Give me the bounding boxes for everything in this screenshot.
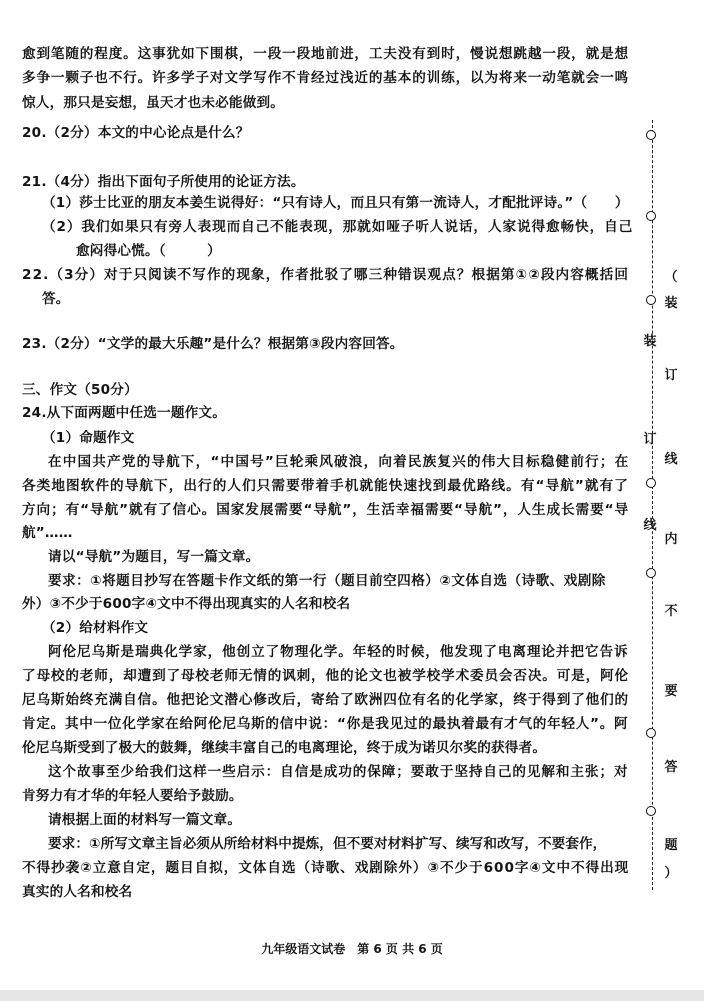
page-footer: 九年级语文试卷 第 6 页 共 6 页 bbox=[261, 942, 443, 956]
binding-hole bbox=[646, 728, 656, 738]
text-line: 不得抄袭②立意自定，题目自拟，文体自选（诗歌、戏剧除外）③不少于600字④文中不得出现 bbox=[22, 860, 630, 876]
text-line: 了母校的老师，却遭到了母校老师无情的讽刺，他的论文也被学校学术委员会否决。可是，阿伦 bbox=[22, 668, 629, 684]
binding-char: 题 bbox=[664, 838, 678, 853]
binding-hole bbox=[646, 295, 656, 305]
text-line: 24.从下面两题中任选一题作文。 bbox=[22, 405, 226, 421]
text-line: 各类地图软件的导航下，出行的人们只需要带着手机就能快速找到最优路线。有“导航”就有了 bbox=[22, 478, 629, 494]
text-line: 答。 bbox=[42, 291, 70, 307]
text-line: 请根据上面的材料写一篇文章。 bbox=[48, 812, 242, 828]
text-line: （2）我们如果只有旁人表现而自己不能表现，那就如哑子听人说话，人家说得愈畅快，自己 bbox=[42, 219, 634, 235]
binding-hole bbox=[646, 806, 656, 816]
binding-char: 订 bbox=[664, 368, 678, 383]
text-line: 要求：①将题目抄写在答题卡作文纸的第一行（题目前空四格）②文体自选（诗歌、戏剧除 bbox=[48, 573, 606, 589]
binding-char: 装 bbox=[664, 296, 678, 311]
text-line: 真实的人名和校名 bbox=[22, 884, 133, 900]
text-line: 尼乌斯始终充满自信。他把论文潜心修改后，寄给了欧洲四位有名的化学家，终于得到了他们的 bbox=[22, 692, 629, 708]
text-line: 伦尼乌斯受到了极大的鼓舞，继续丰富自己的电离理论，终于成为诺贝尔奖的获得者。 bbox=[22, 740, 547, 756]
binding-hole bbox=[646, 130, 656, 140]
binding-char: 不 bbox=[664, 604, 678, 619]
scan-edge bbox=[0, 990, 704, 1001]
text-line: （1）莎士比亚的朋友本姜生说得好：“只有诗人，而且只有第一流诗人，才配批评诗。”（ ） bbox=[42, 195, 629, 211]
binding-char: 答 bbox=[664, 760, 678, 775]
binding-hole bbox=[646, 478, 656, 488]
text-line: 阿伦尼乌斯是瑞典化学家，他创立了物理化学。年轻的时候，他发现了电离理论并把它告诉 bbox=[48, 644, 629, 660]
binding-char: 内 bbox=[664, 532, 678, 547]
binding-char: （ bbox=[664, 270, 678, 285]
text-line: 23.（2分）“文学的最大乐趣”是什么？根据第③段内容回答。 bbox=[22, 336, 404, 352]
binding-char: 装 bbox=[643, 334, 657, 349]
binding-char: 订 bbox=[643, 432, 657, 447]
text-line: 航”…… bbox=[22, 525, 73, 541]
text-line: 愈闷得心慌。（ ） bbox=[76, 243, 221, 259]
text-line: 惊人，那只是妄想，虽天才也未必能做到。 bbox=[22, 95, 285, 111]
binding-hole bbox=[646, 211, 656, 221]
text-line: 在中国共产党的导航下，“中国号”巨轮乘风破浪，向着民族复兴的伟大目标稳健前行；在 bbox=[48, 454, 630, 470]
text-line: 愈到笔随的程度。这事犹如下围棋，一段一段地前进，工夫没有到时，慢说想跳越一段，就是想 bbox=[22, 46, 629, 62]
text-line: 请以“导航”为题目，写一篇文章。 bbox=[48, 549, 260, 565]
text-line: 外）③不少于600字④文中不得出现真实的人名和校名 bbox=[22, 596, 351, 612]
binding-char: 线 bbox=[664, 452, 678, 467]
text-line: 肯定。其中一位化学家在给阿伦尼乌斯的信中说：“你是我见过的最执着最有才气的年轻人”。阿 bbox=[22, 716, 629, 732]
text-line: （1）命题作文 bbox=[42, 430, 135, 446]
text-line: 这个故事至少给我们这样一些启示：自信是成功的保障；要敢于坚持自己的见解和主张；对 bbox=[48, 764, 629, 780]
binding-char: 线 bbox=[643, 518, 657, 533]
text-line: 方向；有“导航”就有了信心。国家发展需要“导航”，生活幸福需要“导航”，人生成长需要“导 bbox=[22, 502, 630, 518]
binding-line bbox=[652, 120, 653, 890]
text-line: 肯努力有才华的年轻人要给予鼓励。 bbox=[22, 788, 243, 804]
text-line: 三、作文（50分） bbox=[22, 382, 138, 398]
binding-char: ） bbox=[664, 866, 678, 881]
text-line: 20.（2分）本文的中心论点是什么？ bbox=[22, 125, 250, 141]
text-line: 21.（4分）指出下面句子所使用的论证方法。 bbox=[22, 174, 305, 190]
text-line: 22.（3分）对于只阅读不写作的现象，作者批驳了哪三种错误观点？根据第①②段内容概括回 bbox=[22, 267, 630, 283]
text-line: 多争一颗子也不行。许多学子对文学写作不肯经过浅近的基本的训练，以为将来一动笔就会一鸣 bbox=[22, 70, 629, 86]
binding-char: 要 bbox=[664, 684, 678, 699]
binding-hole bbox=[646, 568, 656, 578]
text-line: （2）给材料作文 bbox=[42, 620, 149, 636]
text-line: 要求：①所写文章主旨必须从所给材料中提炼，但不要对材料扩写、续写和改写，不要套作， bbox=[48, 836, 607, 852]
